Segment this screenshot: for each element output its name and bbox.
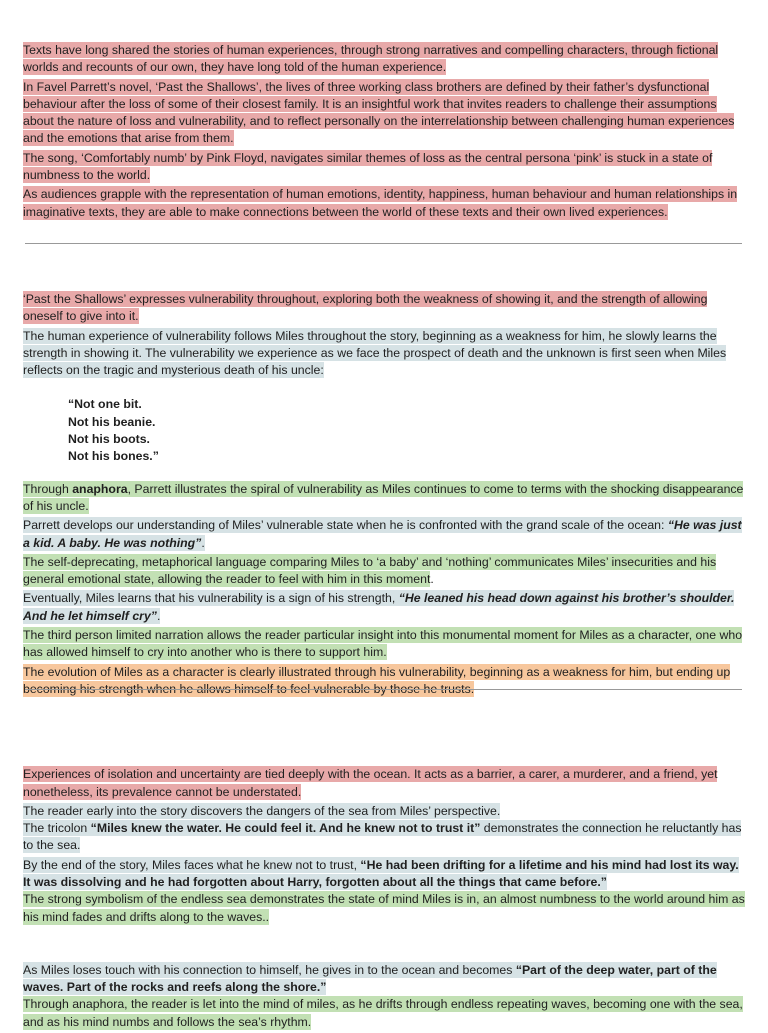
metaphor-analysis: The self-deprecating, metaphorical language comparing Miles to ‘a baby’ and ‘nothing’ communicates Miles’ insecurities and his general emotional state, allowing the reader to feel with him in this moment. [23,554,717,587]
sea-dangers-paragraph: The reader early into the story discovers the dangers of the sea from Miles’ perspective. [23,803,501,818]
intro-paragraph-2: In Favel Parrett’s novel, ‘Past the Shallows’, the lives of three working class brothers are defined by their father’s dysfunctional behaviour after the loss of some of their closest family. It is an insightful work that invites readers to challenge their assumptions about the nature of loss and vulnerability, and to reflect personally on the interrelationship between challenging human experiences and the emotions that arise from them. [23,79,735,146]
ocean-scale-paragraph: Parrett develops our understanding of Miles’ vulnerable state when he is confronted with the grand scale of the ocean: “He was just a kid. A baby. He was nothing”. [23,518,742,550]
anaphora-sea-analysis: Through anaphora, the reader is let into the mind of miles, as he drifts through endless repeating waves, becoming one with the sea, and as his mind numbs and follows the sea’s rhythm. [23,997,743,1029]
vulnerability-topic-sentence: ‘Past the Shallows’ expresses vulnerability throughout, exploring both the weakness of showing it, and the strength of allowing oneself to give into it. [23,291,708,324]
drifting-paragraph: By the end of the story, Miles faces what he knew not to trust, “He had been drifting for a lifetime and his mind had lost its way. It was dissolving and he had forgotten about Harry, forgotten about all the things that came before.” [23,857,739,889]
vulnerability-paragraph-2: The human experience of vulnerability follows Miles throughout the story, beginning as a weakness for him, he slowly learns the strength in showing it. The vulnerability we experience as we face the prospect of death and the unknown is first seen when Miles reflects on the tragic and mysterious death of his uncle: [23,328,727,378]
vulnerability-conclusion: The evolution of Miles as a character is clearly illustrated through his vulnerability, beginning as a weakness for him, but ending up becoming his strength when he allows himself to feel vulnerable by those he trusts. [23,664,731,696]
uncle-quote [23,396,745,465]
symbolism-analysis: The strong symbolism of the endless sea demonstrates the state of mind Miles is in, an almost numbness to the world around him as his mind fades and drifts along to the waves.. [23,892,745,924]
intro-paragraph-1: Texts have long shared the stories of human experiences, through strong narratives and compelling characters, through fictional worlds and recounts of our own, they have long told of the human experience. [23,43,719,75]
tricolon-paragraph: The tricolon “Miles knew the water. He could feel it. And he knew not to trust it” demonstrates the connection he reluctantly has to the sea. [23,821,742,853]
section-divider [25,689,742,690]
narration-analysis: The third person limited narration allows the reader particular insight into this monumental moment for Miles as a character, one who has allowed himself to cry into another who is there to support him. [23,628,743,660]
intro-paragraph-4: As audiences grapple with the representation of human emotions, identity, happiness, human behaviour and human relationships in imaginative texts, they are able to make connections between the world of these texts and their own lived experiences. [23,187,738,219]
isolation-topic-sentence: Experiences of isolation and uncertainty are tied deeply with the ocean. It acts as a barrier, a carer, a murderer, and a friend, yet nonetheless, its prevalence cannot be understated. [23,767,718,799]
quote-line: Not his bones.” [68,449,159,464]
quote-line: Not his beanie. [68,414,156,429]
ocean-merge-paragraph: As Miles loses touch with his connection to himself, he gives in to the ocean and becomes “Part of the deep water, part of the waves. Part of the rocks and reefs along the shore.” [23,962,717,995]
document-body [23,42,745,1033]
intro-paragraph-3: The song, ‘Comfortably numb’ by Pink Floyd, navigates similar themes of loss as the central persona ‘pink’ is stuck in a state of numbness to the world. [23,150,713,183]
quote-line: Not his boots. [68,432,150,447]
section-divider [25,243,742,244]
quote-line: “Not one bit. [68,397,142,412]
anaphora-analysis: Through anaphora, Parrett illustrates the spiral of vulnerability as Miles continues to come to terms with the shocking disappearance of his uncle. [23,481,744,513]
strength-paragraph: Eventually, Miles learns that his vulnerability is a sign of his strength, “He leaned his head down against his brother’s shoulder. And he let himself cry”. [23,591,735,623]
